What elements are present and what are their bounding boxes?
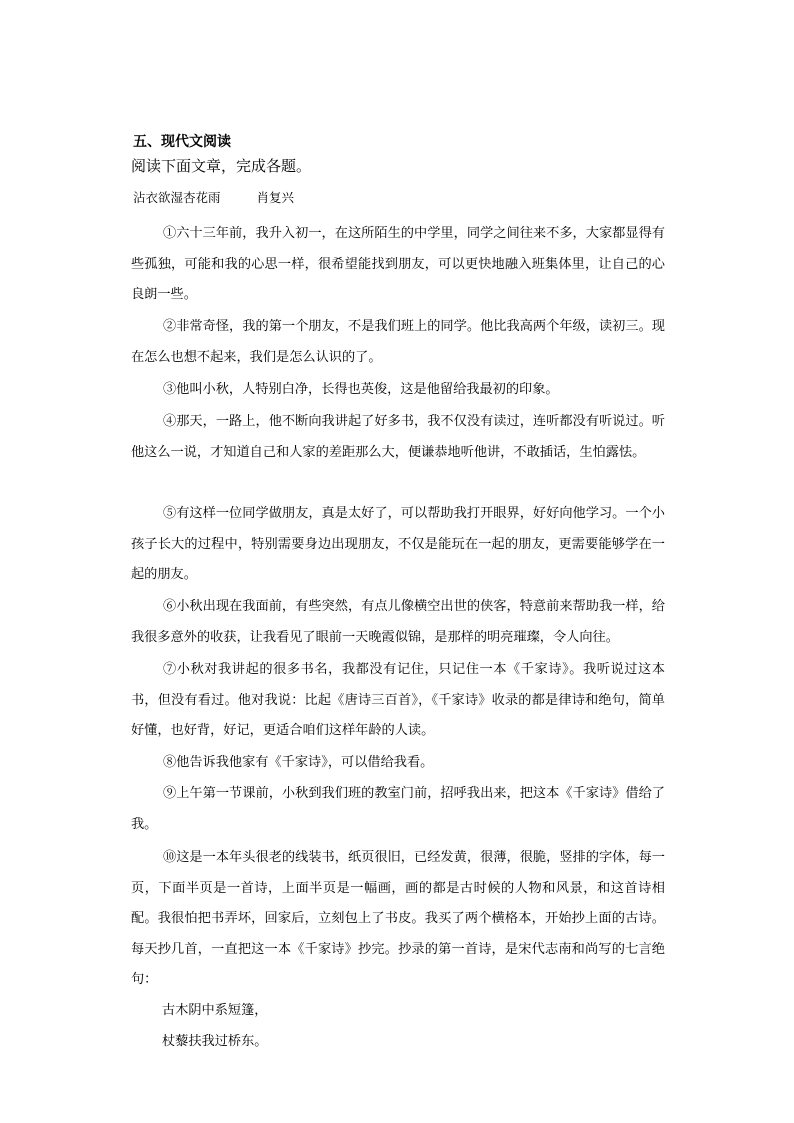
poem-line-1: 古木阴中系短篷， [162, 1003, 268, 1018]
paragraph-2: ②非常奇怪，我的第一个朋友，不是我们班上的同学。他比我高两个年级，读初三。现在怎么也想不起来，我们是怎么认识的了。 [131, 319, 665, 365]
paragraph-4: ④那天，一路上，他不断向我讲起了好多书，我不仅没有读过，连听都没有听说过。听他这么一说，才知道自己和人家的差距那么大，便谦恭地听他讲，不敢插话，生怕露怯。 [131, 414, 665, 460]
paragraph-3: ③他叫小秋，人特别白净，长得也英俊，这是他留给我最初的印象。 [163, 382, 559, 397]
instruction-text: 阅读下面文章，完成各题。 [131, 157, 312, 175]
poem-line-2: 杖藜扶我过桥东。 [162, 1034, 268, 1049]
paragraph-1: ①六十三年前，我升入初一，在这所陌生的中学里，同学之间往来不多，大家都显得有些孤独，可能和我的心思一样，很希望能找到朋友，可以更快地融入班集体里，让自己的心良朗一些。 [131, 226, 665, 302]
article-title-line [133, 188, 294, 208]
paragraph-9: ⑨上午第一节课前，小秋到我们班的教室门前，招呼我出来，把这本《千家诗》借给了我。 [131, 786, 665, 832]
paragraph-8: ⑧他告诉我他家有《千家诗》，可以借给我看。 [163, 755, 434, 770]
paragraph-6: ⑥小秋出现在我面前，有些突然，有点儿像横空出世的侠客，特意前来帮助我一样，给我很多意外的收获，让我看见了眼前一天晚霞似锦，是那样的明亮璀璨，令人向往。 [131, 599, 665, 645]
article-title: 沾衣欲湿杏花雨 [133, 190, 221, 205]
article-author: 肖复兴 [256, 190, 295, 205]
paragraph-10: ⑩这是一本年头很老的线装书，纸页很旧，已经发黄，很薄，很脆，竖排的字体，每一页，下面半页是一首诗，上面半页是一幅画，画的都是古时候的人物和风景，和这首诗相配。我很怕把书弄坏，回家后，立刻包上了书皮。我买了两个横格本，开始抄上面的古诗。每天抄几首，一直把这一本《千家诗》抄完。抄录的第一首诗，是宋代志南和尚写的七言绝句： [131, 850, 665, 987]
section-heading: 五、现代文阅读 [133, 134, 231, 150]
paragraph-5: ⑤有这样一位同学做朋友，真是太好了，可以帮助我打开眼界，好好向他学习。一个小孩子长大的过程中，特别需要身边出现朋友，不仅是能玩在一起的朋友，更需要能够学在一起的朋友。 [131, 506, 665, 582]
paragraph-7: ⑦小秋对我讲起的很多书名，我都没有记住，只记住一本《千家诗》。我听说过这本书，但没有看过。他对我说：比起《唐诗三百首》，《千家诗》收录的都是律诗和绝句，简单好懂，也好背，好记，更适合咱们这样年龄的人读。 [131, 662, 665, 738]
